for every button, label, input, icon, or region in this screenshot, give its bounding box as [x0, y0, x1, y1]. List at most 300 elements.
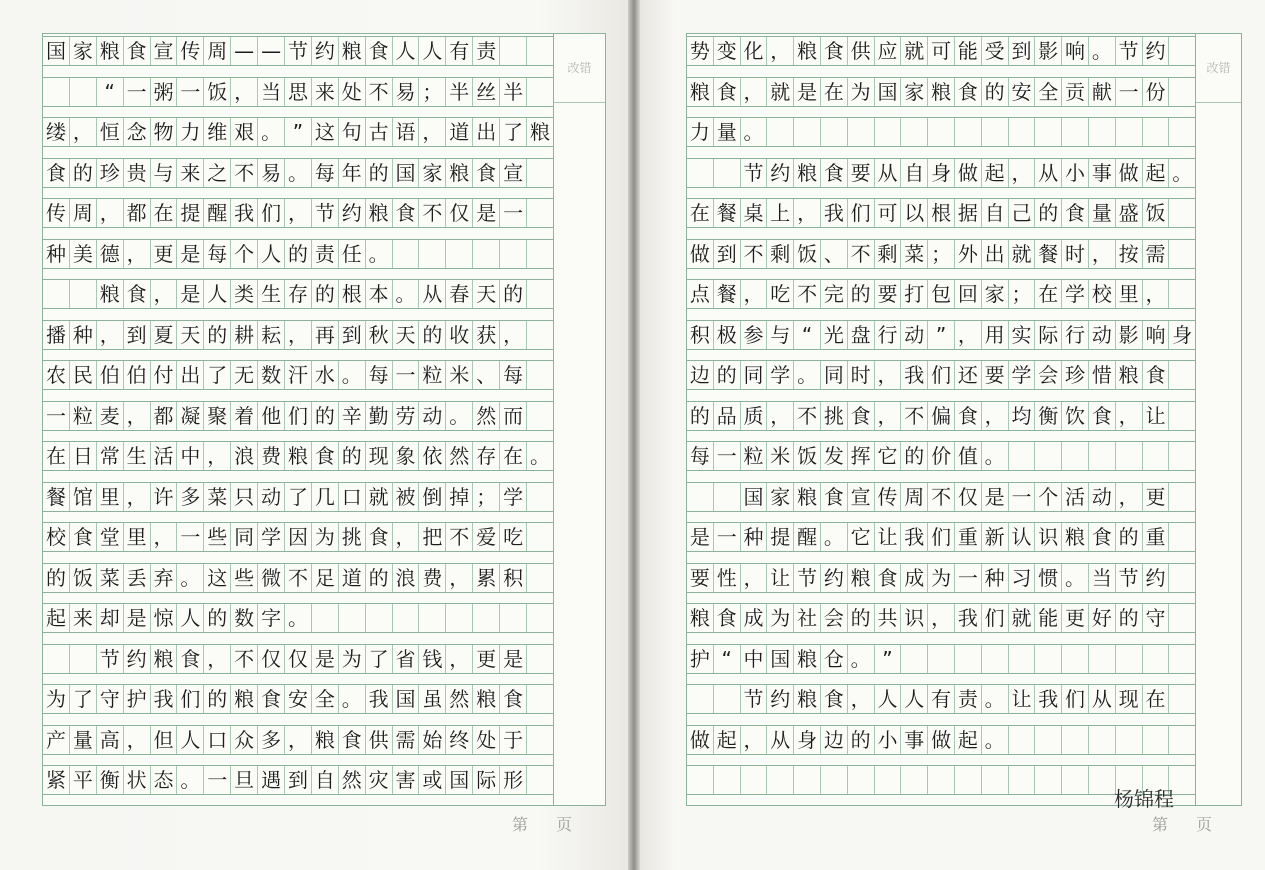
grid-cell — [847, 766, 874, 794]
grid-cell: 的 — [203, 685, 230, 713]
grid-cell: 倒 — [418, 483, 445, 511]
manuscript-line — [43, 36, 553, 66]
grid-cell — [927, 645, 954, 673]
grid-cell: 食 — [954, 78, 981, 106]
grid-cell: 动 — [900, 321, 927, 349]
grid-cell: 春 — [445, 280, 472, 308]
grid-cell: 传 — [176, 37, 203, 65]
grid-cell: 餐 — [1034, 240, 1061, 268]
grid-cell: 让 — [1142, 402, 1169, 430]
grid-cell: 节 — [1115, 37, 1142, 65]
grid-cell: 品 — [713, 402, 740, 430]
grid-cell: 食 — [311, 442, 338, 470]
grid-cell — [445, 604, 472, 632]
grid-cell: 。 — [740, 118, 767, 146]
grid-cell: 菜 — [96, 564, 123, 592]
grid-cell — [1168, 240, 1195, 268]
grid-cell: 家 — [69, 37, 96, 65]
grid-cell — [392, 604, 419, 632]
grid-cell: 食 — [713, 78, 740, 106]
grid-cell: 餐 — [45, 484, 66, 509]
grid-cell: 存 — [472, 442, 499, 470]
grid-cell: 粮 — [338, 37, 365, 65]
grid-cell: ， — [69, 118, 96, 146]
grid-cell: 同 — [230, 523, 257, 551]
grid-cell: 。 — [820, 523, 847, 551]
grid-cell: 习 — [1008, 564, 1035, 592]
grid-cell: 到 — [284, 766, 311, 794]
grid-cell: 获 — [472, 321, 499, 349]
grid-cell: 紧 — [45, 768, 66, 792]
grid-cell: 而 — [499, 402, 526, 430]
grid-cell: 里 — [1115, 280, 1142, 308]
grid-cell — [1142, 118, 1169, 146]
manuscript-line — [687, 603, 1195, 633]
manuscript-line — [43, 239, 553, 269]
grid-cell: 同 — [820, 361, 847, 389]
grid-cell: 掉 — [445, 483, 472, 511]
grid-cell: 粒 — [740, 442, 767, 470]
grid-cell: 更 — [472, 645, 499, 673]
manuscript-line — [687, 563, 1195, 593]
grid-cell: 秋 — [365, 321, 392, 349]
grid-cell: 食 — [713, 604, 740, 632]
grid-cell: 包 — [927, 280, 954, 308]
grid-cell: 们 — [927, 361, 954, 389]
grid-cell: ” — [874, 645, 901, 673]
grid-cell: 。 — [526, 442, 553, 470]
grid-cell: 了 — [365, 645, 392, 673]
grid-cell: 种 — [45, 241, 66, 266]
grid-cell: 成 — [740, 604, 767, 632]
grid-cell: 剩 — [766, 240, 793, 268]
grid-cell: 粮 — [1115, 361, 1142, 389]
grid-cell: ； — [1008, 280, 1035, 308]
grid-cell: ， — [150, 280, 177, 308]
grid-cell — [1115, 645, 1142, 673]
grid-cell: 到 — [338, 321, 365, 349]
manuscript-line — [43, 563, 553, 593]
grid-cell: 的 — [203, 604, 230, 632]
grid-cell: 足 — [311, 564, 338, 592]
manuscript-line — [687, 158, 1195, 188]
grid-cell: 食 — [69, 523, 96, 551]
grid-cell — [526, 199, 553, 227]
grid-cell: 省 — [392, 645, 419, 673]
grid-cell — [740, 766, 767, 794]
grid-cell: 常 — [96, 442, 123, 470]
grid-cell: 全 — [1034, 78, 1061, 106]
grid-cell — [1142, 726, 1169, 754]
grid-cell: 从 — [418, 280, 445, 308]
grid-cell — [1008, 726, 1035, 754]
grid-cell: 际 — [1034, 321, 1061, 349]
grid-cell: 以 — [900, 199, 927, 227]
grid-cell — [713, 483, 740, 511]
grid-cell: 我 — [954, 604, 981, 632]
grid-cell — [526, 37, 553, 65]
grid-cell: 动 — [1088, 321, 1115, 349]
grid-cell: 量 — [1088, 199, 1115, 227]
grid-cell: 处 — [472, 726, 499, 754]
grid-cell: 周 — [203, 37, 230, 65]
grid-cell: 化 — [740, 37, 767, 65]
grid-cell: 粮 — [150, 645, 177, 673]
grid-cell: 辛 — [338, 402, 365, 430]
grid-cell: 回 — [954, 280, 981, 308]
grid-cell: 约 — [820, 564, 847, 592]
grid-cell: 仅 — [257, 645, 284, 673]
grid-cell: 粮 — [96, 37, 123, 65]
grid-cell: 一 — [1115, 78, 1142, 106]
grid-cell — [311, 604, 338, 632]
right-page-number-label: 第页 — [1152, 815, 1241, 834]
grid-cell: 的 — [1115, 604, 1142, 632]
grid-cell: 更 — [150, 240, 177, 268]
grid-cell: 约 — [338, 199, 365, 227]
grid-cell: 。 — [257, 118, 284, 146]
manuscript-line — [687, 279, 1195, 309]
grid-cell — [1088, 726, 1115, 754]
grid-cell: 这 — [203, 564, 230, 592]
grid-cell: 丝 — [472, 78, 499, 106]
grid-cell — [1168, 685, 1195, 713]
grid-cell: 再 — [311, 321, 338, 349]
grid-cell: 。 — [1061, 564, 1088, 592]
grid-cell: 国 — [445, 766, 472, 794]
grid-cell: 一 — [713, 442, 740, 470]
grid-cell: 美 — [69, 240, 96, 268]
grid-cell: 均 — [1008, 402, 1035, 430]
grid-cell: 积 — [689, 322, 710, 347]
grid-cell: ， — [927, 604, 954, 632]
grid-cell: 们 — [927, 523, 954, 551]
grid-cell: 人 — [176, 726, 203, 754]
grid-cell — [1168, 402, 1195, 430]
grid-cell: 高 — [96, 726, 123, 754]
grid-cell — [900, 645, 927, 673]
grid-cell: 在 — [689, 201, 710, 225]
grid-cell — [954, 766, 981, 794]
grid-cell: 道 — [338, 564, 365, 592]
grid-cell: 存 — [284, 280, 311, 308]
grid-cell: 能 — [954, 37, 981, 65]
grid-cell: 活 — [150, 442, 177, 470]
grid-cell: 仅 — [445, 199, 472, 227]
grid-cell: ， — [874, 402, 901, 430]
grid-cell — [69, 280, 96, 308]
grid-cell: 极 — [713, 321, 740, 349]
grid-cell: 们 — [176, 685, 203, 713]
grid-cell — [418, 604, 445, 632]
grid-cell: 节 — [740, 685, 767, 713]
manuscript-line — [43, 725, 553, 755]
grid-cell: 这 — [311, 118, 338, 146]
grid-cell: 它 — [847, 523, 874, 551]
grid-cell: 我 — [900, 523, 927, 551]
grid-cell: 的 — [365, 159, 392, 187]
grid-cell: 点 — [689, 282, 710, 306]
grid-cell: 重 — [954, 523, 981, 551]
grid-cell: 从 — [874, 159, 901, 187]
right-correction-label: 改错 — [1206, 61, 1231, 75]
grid-cell — [820, 766, 847, 794]
grid-cell: 力 — [689, 120, 710, 144]
grid-cell: 会 — [820, 604, 847, 632]
grid-cell: 更 — [1061, 604, 1088, 632]
grid-cell: 菜 — [203, 483, 230, 511]
grid-cell: 挑 — [820, 402, 847, 430]
grid-cell: ， — [123, 240, 150, 268]
grid-cell — [526, 78, 553, 106]
grid-cell: 是 — [472, 199, 499, 227]
grid-cell: 念 — [123, 118, 150, 146]
grid-cell: 的 — [499, 280, 526, 308]
grid-cell: 象 — [392, 442, 419, 470]
grid-cell — [793, 118, 820, 146]
grid-cell: 食 — [820, 685, 847, 713]
grid-cell — [1061, 645, 1088, 673]
grid-cell: 食 — [257, 685, 284, 713]
grid-cell: 食 — [392, 199, 419, 227]
grid-cell: 浪 — [392, 564, 419, 592]
grid-cell: 但 — [150, 726, 177, 754]
manuscript-line — [687, 684, 1195, 714]
grid-cell: 食 — [1088, 402, 1115, 430]
grid-cell: 从 — [766, 726, 793, 754]
grid-cell: 活 — [1061, 483, 1088, 511]
grid-cell: 的 — [981, 78, 1008, 106]
grid-cell: 日 — [69, 442, 96, 470]
grid-cell: 提 — [176, 199, 203, 227]
grid-cell: ， — [954, 321, 981, 349]
grid-cell: 食 — [1142, 361, 1169, 389]
manuscript-line — [43, 482, 553, 512]
grid-cell: ， — [874, 361, 901, 389]
grid-cell: 的 — [1034, 199, 1061, 227]
grid-cell — [43, 645, 69, 673]
manuscript-line — [43, 765, 553, 795]
grid-cell: 了 — [203, 361, 230, 389]
grid-cell: 却 — [96, 604, 123, 632]
grid-cell: 平 — [69, 766, 96, 794]
grid-cell: 被 — [392, 483, 419, 511]
grid-cell: 把 — [418, 523, 445, 551]
grid-cell: 做 — [689, 241, 710, 266]
manuscript-line — [43, 320, 553, 350]
grid-cell: 自 — [900, 159, 927, 187]
grid-cell: 约 — [1142, 37, 1169, 65]
grid-cell: 用 — [981, 321, 1008, 349]
grid-cell: 无 — [230, 361, 257, 389]
grid-cell: 粮 — [472, 685, 499, 713]
grid-cell: 之 — [203, 159, 230, 187]
grid-cell: 当 — [1088, 564, 1115, 592]
grid-cell: 边 — [820, 726, 847, 754]
grid-cell: ， — [96, 321, 123, 349]
grid-cell: 认 — [1008, 523, 1035, 551]
grid-cell: 值 — [954, 442, 981, 470]
grid-cell: 人 — [203, 280, 230, 308]
grid-cell: 守 — [96, 685, 123, 713]
grid-cell: 累 — [472, 564, 499, 592]
grid-cell: 。 — [284, 159, 311, 187]
grid-cell: 能 — [1034, 604, 1061, 632]
grid-cell: 于 — [499, 726, 526, 754]
grid-cell: 国 — [392, 159, 419, 187]
grid-cell: 做 — [927, 726, 954, 754]
grid-cell: 发 — [820, 442, 847, 470]
grid-cell: 只 — [230, 483, 257, 511]
grid-cell: ， — [418, 118, 445, 146]
grid-cell: 粒 — [69, 402, 96, 430]
grid-cell: 动 — [257, 483, 284, 511]
grid-cell: 学 — [1008, 361, 1035, 389]
grid-cell: 宣 — [847, 483, 874, 511]
grid-cell: 时 — [847, 361, 874, 389]
grid-cell: 饮 — [1061, 402, 1088, 430]
grid-cell: 饭 — [203, 78, 230, 106]
manuscript-line — [43, 279, 553, 309]
grid-cell: 份 — [1142, 78, 1169, 106]
right-correction-divider — [1196, 102, 1241, 103]
manuscript-line — [687, 441, 1195, 471]
manuscript-line — [43, 522, 553, 552]
grid-cell: 的 — [847, 726, 874, 754]
grid-cell: 就 — [365, 483, 392, 511]
grid-cell — [69, 645, 96, 673]
grid-cell: 种 — [981, 564, 1008, 592]
grid-cell: 全 — [311, 685, 338, 713]
manuscript-line — [43, 644, 553, 674]
grid-cell: 惯 — [1034, 564, 1061, 592]
grid-cell — [1008, 442, 1035, 470]
grid-cell — [526, 604, 553, 632]
grid-cell: 影 — [1034, 37, 1061, 65]
grid-cell: 些 — [203, 523, 230, 551]
grid-cell — [526, 564, 553, 592]
grid-cell — [1115, 118, 1142, 146]
grid-cell: 不 — [927, 483, 954, 511]
grid-cell: 与 — [766, 321, 793, 349]
grid-cell: 是 — [123, 604, 150, 632]
grid-cell — [1061, 442, 1088, 470]
grid-cell: 半 — [445, 78, 472, 106]
grid-cell: 现 — [365, 442, 392, 470]
grid-cell: 剩 — [874, 240, 901, 268]
grid-cell: 汗 — [284, 361, 311, 389]
grid-cell — [900, 118, 927, 146]
grid-cell: 粮 — [793, 37, 820, 65]
grid-cell: 边 — [689, 363, 710, 387]
grid-cell: 一 — [392, 361, 419, 389]
grid-cell: 。 — [338, 361, 365, 389]
grid-cell: 一 — [499, 199, 526, 227]
grid-cell: 醒 — [203, 199, 230, 227]
grid-cell: 责 — [954, 685, 981, 713]
grid-cell: 为 — [311, 523, 338, 551]
grid-cell: ， — [284, 321, 311, 349]
grid-cell — [1061, 766, 1088, 794]
grid-cell: ， — [793, 199, 820, 227]
grid-cell: — — [257, 37, 284, 65]
grid-cell: 。 — [793, 361, 820, 389]
grid-cell: 护 — [689, 646, 710, 671]
grid-cell: 的 — [365, 564, 392, 592]
grid-cell: 可 — [927, 37, 954, 65]
grid-cell — [445, 240, 472, 268]
grid-cell: 粒 — [418, 361, 445, 389]
grid-cell: 从 — [1034, 159, 1061, 187]
grid-cell: 力 — [176, 118, 203, 146]
grid-cell: 食 — [820, 37, 847, 65]
grid-cell: 。 — [338, 685, 365, 713]
grid-cell: 周 — [69, 199, 96, 227]
grid-cell — [1168, 604, 1195, 632]
grid-cell: 他 — [257, 402, 284, 430]
grid-cell — [1088, 442, 1115, 470]
grid-cell: 播 — [45, 322, 66, 347]
grid-cell: 量 — [713, 118, 740, 146]
grid-cell — [472, 604, 499, 632]
grid-cell: 了 — [69, 685, 96, 713]
grid-cell: 一 — [713, 523, 740, 551]
grid-cell: 响 — [1142, 321, 1169, 349]
grid-cell: 出 — [472, 118, 499, 146]
grid-cell: 中 — [740, 645, 767, 673]
grid-cell: 约 — [1142, 564, 1169, 592]
grid-cell: 食 — [338, 726, 365, 754]
grid-cell: 里 — [96, 483, 123, 511]
grid-cell: 处 — [338, 78, 365, 106]
manuscript-line — [43, 360, 553, 390]
grid-cell: 不 — [284, 564, 311, 592]
grid-cell: 成 — [900, 564, 927, 592]
grid-cell: 到 — [1008, 37, 1035, 65]
grid-cell: 节 — [284, 37, 311, 65]
grid-cell: 一 — [203, 766, 230, 794]
grid-cell: 做 — [954, 159, 981, 187]
grid-cell: 食 — [365, 523, 392, 551]
grid-cell: 种 — [69, 321, 96, 349]
grid-cell — [820, 118, 847, 146]
grid-cell — [1115, 726, 1142, 754]
grid-cell: 生 — [123, 442, 150, 470]
grid-cell: 不 — [445, 523, 472, 551]
grid-cell: 让 — [874, 523, 901, 551]
grid-cell: 数 — [257, 361, 284, 389]
grid-cell — [766, 118, 793, 146]
grid-cell: ； — [418, 78, 445, 106]
grid-cell: 更 — [1142, 483, 1169, 511]
grid-cell — [927, 766, 954, 794]
grid-cell: 上 — [766, 199, 793, 227]
grid-cell — [365, 604, 392, 632]
grid-cell: 。 — [176, 564, 203, 592]
grid-cell: 参 — [740, 321, 767, 349]
grid-cell — [1034, 645, 1061, 673]
grid-cell: ， — [1115, 402, 1142, 430]
grid-cell — [874, 766, 901, 794]
grid-cell: 弃 — [150, 564, 177, 592]
grid-cell: 旦 — [230, 766, 257, 794]
grid-cell: ， — [740, 78, 767, 106]
grid-cell: 价 — [927, 442, 954, 470]
grid-cell: 任 — [338, 240, 365, 268]
grid-cell: 是 — [311, 645, 338, 673]
grid-cell: 家 — [900, 78, 927, 106]
grid-cell — [526, 361, 553, 389]
